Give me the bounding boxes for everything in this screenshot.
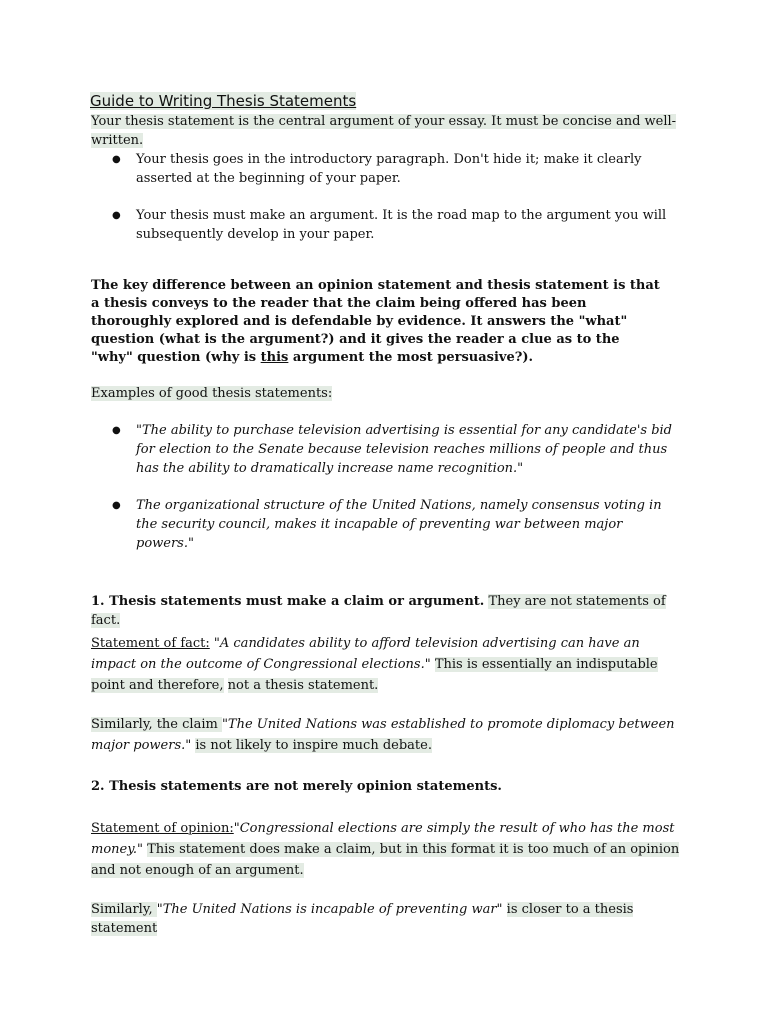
opinion-comment: This statement does make a claim, but in this format it is too much of an opinion and not enough of an argument.	[91, 842, 680, 878]
opinion-quote: "Congressional elections are simply the result of who has the most money."	[91, 821, 675, 857]
key-difference-paragraph	[91, 277, 661, 367]
bullet-icon: ●	[112, 210, 121, 221]
bullet-text: Your thesis goes in the introductory paragraph. Don't hide it; make it clearly asserted at the beginning of your paper.	[136, 152, 642, 186]
rule-1-paragraph	[91, 592, 691, 630]
fact-label: Statement of fact:	[91, 636, 210, 651]
key-difference-text-1: The key difference between an opinion statement and thesis statement is that a thesis conveys to the reader that the claim being offered has been thoroughly explored and is defendable by evidence. It answers the "what" question (what is the argument?) and it gives the reader a clue as to the "why" question (why is	[91, 278, 660, 365]
example-text: The organizational structure of the United Nations, namely consensus voting in the security council, makes it incapable of preventing war between major powers."	[136, 498, 662, 551]
fact-comment-b: not a thesis statement.	[227, 678, 379, 693]
similar2-lead: Similarly,	[91, 902, 157, 917]
similar1-comment: is not likely to inspire much debate.	[195, 738, 432, 753]
opinion-label: Statement of opinion:	[91, 821, 234, 836]
rule-1-note: They are not statements of fact.	[91, 594, 666, 628]
similar2-quote: "The United Nations is incapable of preventing war"	[156, 902, 503, 917]
similarly-paragraph-2	[91, 900, 691, 938]
similar1-lead: Similarly, the claim	[91, 717, 222, 732]
similar1-quote: "The United Nations was established to promote diplomacy between major powers."	[91, 717, 675, 753]
intro-paragraph	[91, 112, 691, 150]
intro-text: Your thesis statement is the central argument of your essay. It must be concise and well-written.	[91, 114, 677, 148]
rule-1-heading: 1. Thesis statements must make a claim or argument.	[91, 594, 485, 609]
key-difference-text-2: argument the most persuasive?).	[288, 350, 534, 365]
fact-quote: "A candidates ability to afford television advertising can have an impact on the outcome of Congressional elections."	[91, 636, 640, 672]
bullet-text: Your thesis must make an argument. It is the road map to the argument you will subsequently develop in your paper.	[136, 208, 667, 242]
similarly-paragraph-1	[91, 714, 681, 756]
key-difference-underlined: this	[260, 350, 289, 365]
example-text: "The ability to purchase television advertising is essential for any candidate's bid for election to the Senate because television reaches millions of people and thus has the ability to dramatically increase name recognition."	[136, 423, 673, 476]
examples-heading-text: Examples of good thesis statements:	[91, 386, 333, 401]
similar2-comment: is closer to a thesis statement	[91, 902, 634, 936]
page-title: Guide to Writing Thesis Statements	[90, 92, 357, 110]
opinion-paragraph	[91, 818, 691, 881]
rule-2-paragraph	[91, 777, 691, 796]
examples-heading	[91, 384, 691, 403]
bullet-icon: ●	[112, 154, 121, 165]
bullet-icon: ●	[112, 425, 121, 436]
fact-comment-a: This is essentially an indisputable point and therefore,	[91, 657, 658, 693]
rule-2-heading: 2. Thesis statements are not merely opinion statements.	[91, 779, 502, 794]
fact-paragraph	[91, 633, 681, 696]
bullet-icon: ●	[112, 500, 121, 511]
